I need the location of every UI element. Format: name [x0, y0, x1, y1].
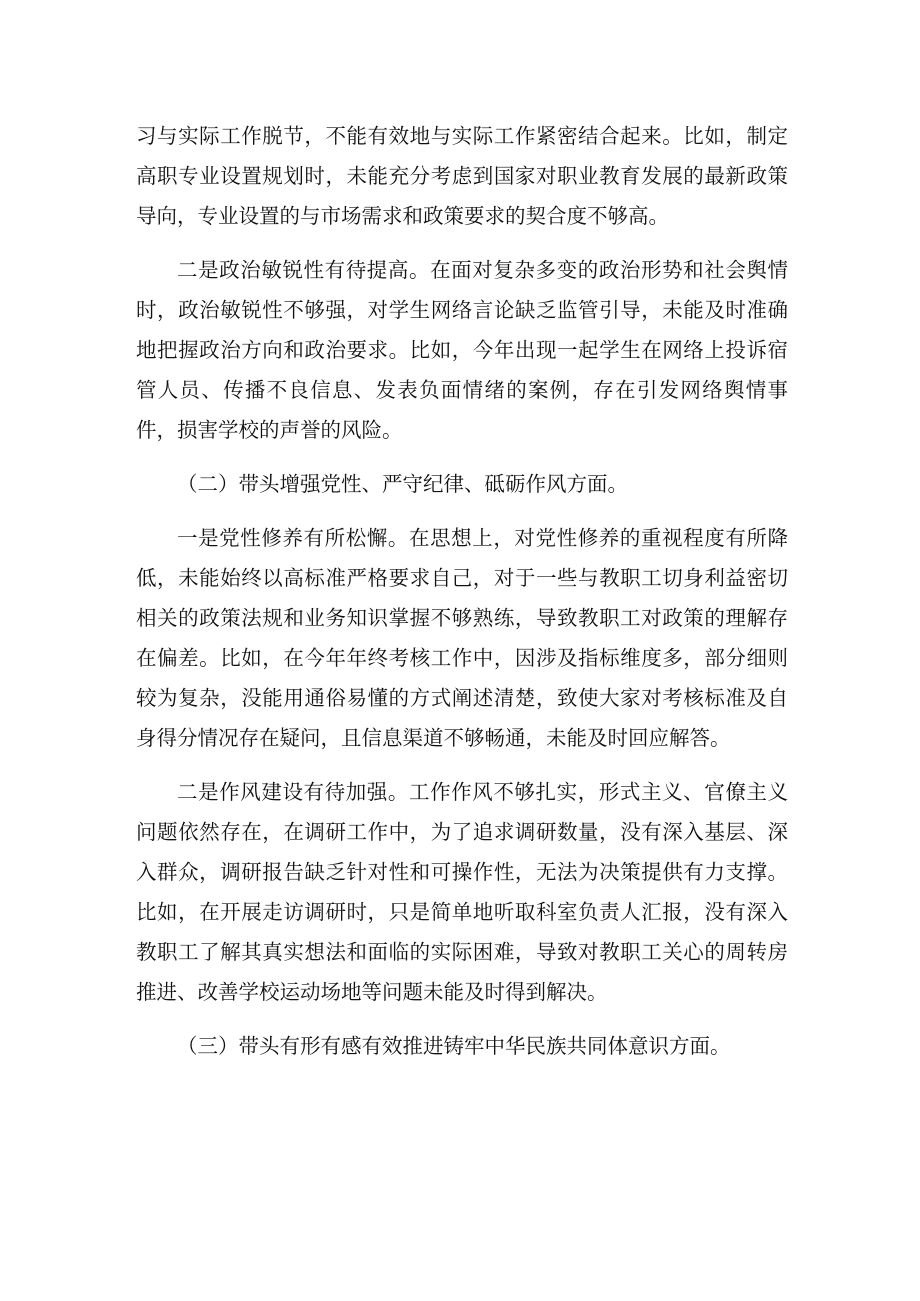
paragraph-work-style: 二是作风建设有待加强。工作作风不够扎实，形式主义、官僚主义问题依然存在，在调研工作中，为了追求调研数量，没有深入基层、深入群众，调研报告缺乏针对性和可操作性，无法为决策提供有力支撑。比如，在开展走访调研时，只是简单地听取科室负责人汇报，没有深入教职工了解其真实想法和面临的实际困难，导致对教职工关心的周转房推进、改善学校运动场地等问题未能及时得到解决。: [136, 780, 788, 1004]
section-heading-2: （二）带头增强党性、严守纪律、砥砺作风方面。: [177, 472, 628, 496]
paragraph-party-spirit: 一是党性修养有所松懈。在思想上，对党性修养的重视程度有所降低，未能始终以高标准严格要求自己，对于一些与教职工切身利益密切相关的政策法规和业务知识掌握不够熟练，导致教职工对政策的理解存在偏差。比如，在今年年终考核工作中，因涉及指标维度多，部分细则较为复杂，没能用通俗易懂的方式阐述清楚，致使大家对考核标准及自身得分情况存在疑问，且信息渠道不够畅通，未能及时回应解答。: [136, 526, 788, 750]
document-body: [136, 116, 788, 1080]
paragraph-political-sensitivity: 二是政治敏锐性有待提高。在面对复杂多变的政治形势和社会舆情时，政治敏锐性不够强，对学生网络言论缺乏监管引导，未能及时准确地把握政治方向和政治要求。比如，今年出现一起学生在网络上投诉宿管人员、传播不良信息、发表负面情绪的案例，存在引发网络舆情事件，损害学校的声誉的风险。: [136, 258, 788, 442]
paragraph-continuation: 习与实际工作脱节，不能有效地与实际工作紧密结合起来。比如，制定高职专业设置规划时，未能充分考虑到国家对职业教育发展的最新政策导向，专业设置的与市场需求和政策要求的契合度不够高。: [136, 124, 788, 228]
section-heading-3: （三）带头有形有感有效推进铸牢中华民族共同体意识方面。: [177, 1034, 731, 1058]
